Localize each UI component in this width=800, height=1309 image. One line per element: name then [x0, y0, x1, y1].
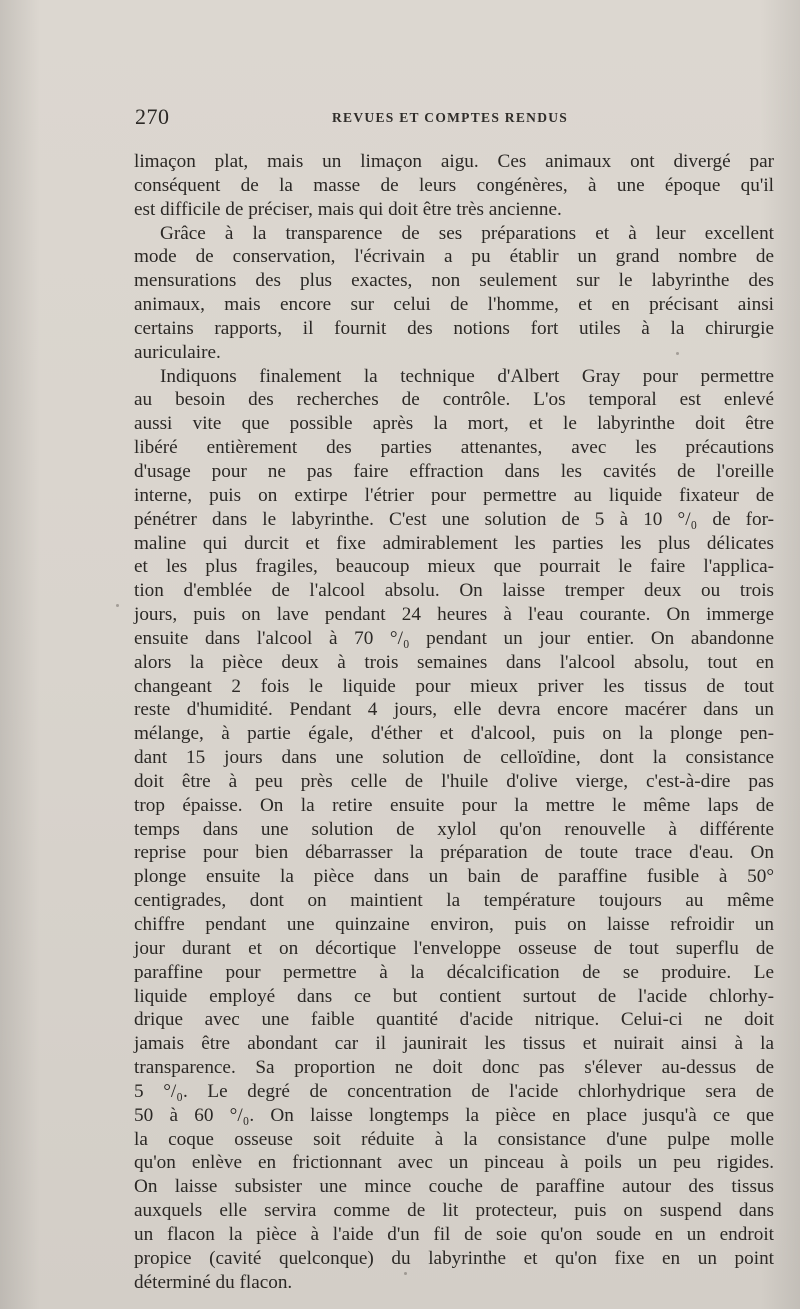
text-line: doit être à peu près celle de l'huile d'olive vierge, c'est-à-dire pas — [134, 770, 774, 792]
text-line: auriculaire. — [134, 341, 221, 363]
paper-speck — [116, 604, 119, 607]
text-line: 5 °/₀. Le degré de concentration de l'acide chlorhydrique sera de — [134, 1080, 774, 1102]
text-line: limaçon plat, mais un limaçon aigu. Ces animaux ont divergé par — [134, 151, 774, 172]
text-line: alors la pièce deux à trois semaines dans l'alcool absolu, tout en — [134, 651, 774, 673]
text-line: reprise pour bien débarrasser la préparation de toute trace d'eau. On — [134, 842, 774, 864]
text-line: est difficile de préciser, mais qui doit être très ancienne. — [134, 198, 562, 220]
text-line: tion d'emblée de l'alcool absolu. On laisse tremper deux ou trois — [134, 580, 774, 602]
text-line: interne, puis on extirpe l'étrier pour permettre au liquide fixateur de — [134, 484, 774, 506]
text-line: jamais être abondant car il jaunirait les tissus et nuirait ainsi à la — [134, 1033, 774, 1055]
text-line: mensurations des plus exactes, non seulement sur le labyrinthe des — [134, 270, 774, 292]
text-line: reste d'humidité. Pendant 4 jours, elle devra encore macérer dans un — [134, 699, 774, 721]
text-line: trop épaisse. On la retire ensuite pour la mettre le même laps de — [134, 794, 774, 816]
text-line: changeant 2 fois le liquide pour mieux priver les tissus de tout — [134, 675, 774, 697]
text-line: propice (cavité quelconque) du labyrinthe et qu'on fixe en un point — [134, 1247, 774, 1269]
text-line: ensuite dans l'alcool à 70 °/₀ pendant un jour entier. On abandonne — [134, 627, 774, 649]
text-line: animaux, mais encore sur celui de l'homme, et en précisant ainsi — [134, 294, 774, 316]
text-line: aussi vite que possible après la mort, et le labyrinthe doit être — [134, 413, 774, 435]
running-title: REVUES ET COMPTES RENDUS — [332, 110, 569, 125]
text-line: chiffre pendant une quinzaine environ, puis on laisse refroidir un — [134, 914, 774, 935]
text-line: et les plus fragiles, beaucoup mieux que pourrait le faire l'applica- — [134, 556, 774, 578]
page-header — [135, 104, 775, 132]
text-line: un flacon la pièce à l'aide d'un fil de soie qu'on soude en un endroit — [134, 1223, 774, 1245]
paragraph-start-line: Grâce à la transparence de ses préparations et à leur excellent — [160, 222, 774, 244]
text-line: plonge ensuite la pièce dans un bain de paraffine fusible à 50° — [134, 866, 774, 888]
text-line: d'usage pour ne pas faire effraction dans les cavités de l'oreille — [134, 460, 774, 482]
text-line: dant 15 jours dans une solution de celloïdine, dont la consistance — [134, 747, 774, 769]
text-line: centigrades, dont on maintient la température toujours au même — [134, 890, 774, 912]
text-line: certains rapports, il fournit des notions fort utiles à la chirurgie — [134, 317, 774, 339]
text-line: liquide employé dans ce but contient surtout de l'acide chlorhy- — [134, 985, 774, 1007]
text-line: déterminé du flacon. — [134, 1271, 293, 1293]
body-text — [134, 150, 774, 1295]
text-line: la coque osseuse soit réduite à la consistance d'une pulpe molle — [134, 1128, 774, 1150]
text-line: paraffine pour permettre à la décalcification de se produire. Le — [134, 961, 774, 983]
text-line: mélange, à partie égale, d'éther et d'alcool, puis on la plonge pen- — [134, 723, 774, 745]
text-line: auxquels elle servira comme de lit protecteur, puis on suspend dans — [134, 1200, 774, 1222]
text-line: libéré entièrement des parties attenantes, avec les précautions — [134, 437, 774, 459]
text-line: On laisse subsister une mince couche de paraffine autour des tissus — [134, 1176, 774, 1198]
paper-speck — [676, 352, 679, 355]
text-line: transparence. Sa proportion ne doit donc pas s'élever au-dessus de — [134, 1057, 774, 1079]
text-line: drique avec une faible quantité d'acide nitrique. Celui-ci ne doit — [134, 1009, 774, 1031]
text-line: jours, puis on lave pendant 24 heures à l'eau courante. On immerge — [134, 604, 774, 626]
text-line: mode de conservation, l'écrivain a pu établir un grand nombre de — [134, 246, 774, 268]
text-line: conséquent de la masse de leurs congénères, à une époque qu'il — [134, 174, 774, 196]
text-line: temps dans une solution de xylol qu'on renouvelle à différente — [134, 818, 774, 840]
text-line: jour durant et on décortique l'enveloppe osseuse de tout superflu de — [134, 937, 774, 959]
text-line: 50 à 60 °/₀. On laisse longtemps la pièce en place jusqu'à ce que — [134, 1104, 774, 1126]
paper-speck — [404, 1272, 407, 1275]
text-line: qu'on enlève en frictionnant avec un pinceau à poils un peu rigides. — [134, 1152, 774, 1174]
text-line: pénétrer dans le labyrinthe. C'est une solution de 5 à 10 °/₀ de for- — [134, 508, 774, 530]
page-number: 270 — [135, 104, 170, 129]
paragraph-start-line: Indiquons finalement la technique d'Albert Gray pour permettre — [160, 365, 774, 387]
text-line: au besoin des recherches de contrôle. L'os temporal est enlevé — [134, 389, 774, 411]
text-line: maline qui durcit et fixe admirablement les parties les plus délicates — [134, 532, 774, 554]
